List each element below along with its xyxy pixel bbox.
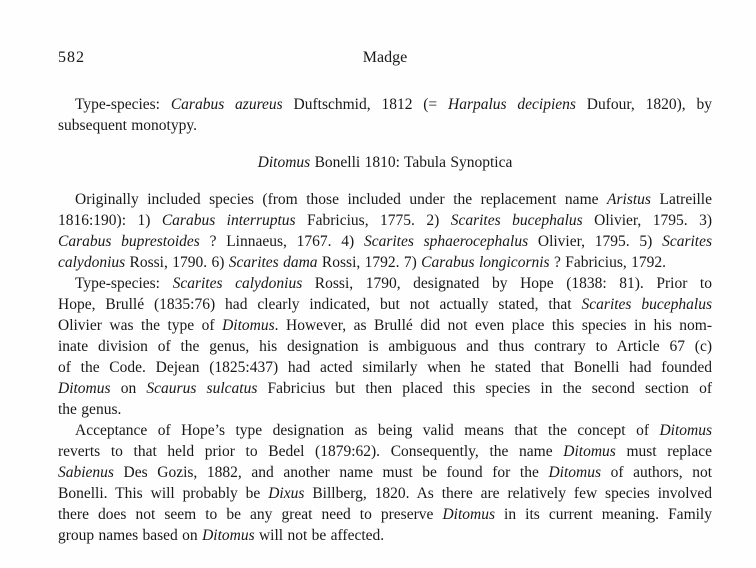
- text-run: will not be affected.: [254, 527, 385, 544]
- page-body: [58, 94, 712, 546]
- italic-taxon-text: Ditomus: [202, 527, 255, 544]
- text-line: [58, 378, 712, 399]
- text-run: on: [110, 380, 147, 397]
- italic-taxon-text: Ditomus: [222, 317, 275, 334]
- italic-taxon-text: Carabus longicornis: [421, 254, 550, 271]
- text-line: [58, 462, 712, 483]
- text-run: Rossi, 1792. 7): [317, 254, 422, 271]
- text-run: Billberg, 1820. As there are relatively few species involved: [304, 485, 712, 502]
- text-run: subsequent monotypy.: [58, 117, 197, 134]
- text-run: Fabricius but then placed this species in the second section of: [257, 380, 712, 397]
- text-run: Latreille: [650, 191, 712, 208]
- text-run: there does not seem to be any great need to preserve: [58, 506, 443, 523]
- text-run: ? Fabricius, 1792.: [549, 254, 667, 271]
- text-run: Olivier was the type of: [58, 317, 223, 334]
- text-run: Type-species:: [75, 96, 171, 113]
- text-run: the genus.: [58, 401, 122, 418]
- text-run: reverts to that held prior to Bedel (1879:62). Consequently, the name: [58, 443, 564, 460]
- text-run: Des Gozis, 1882, and another name must be found for the: [113, 464, 549, 481]
- italic-taxon-text: Ditomus: [257, 154, 311, 171]
- italic-taxon-text: Scarites bucephalus: [450, 212, 583, 229]
- text-line: [58, 441, 712, 462]
- page-number: 582: [58, 49, 85, 66]
- text-line: [58, 357, 712, 378]
- text-line: [58, 525, 712, 546]
- text-run: Dufour, 1820), by: [575, 96, 713, 113]
- text-run: inate division of the genus, his designation is ambiguous and thus contrary to Article 67 (c): [58, 338, 712, 355]
- text-line: [58, 152, 712, 173]
- text-line: [58, 336, 712, 357]
- text-line: [58, 189, 712, 210]
- text-run: Rossi, 1790, designated by Hope (1838: 81). Prior to: [302, 275, 712, 292]
- text-run: 1816:190): 1): [58, 212, 162, 229]
- text-run: . However, as Brullé did not even place this species in his nom-: [274, 317, 712, 334]
- text-run: Type-species:: [75, 275, 173, 292]
- running-head: Madge: [362, 49, 408, 66]
- italic-taxon-text: Carabus azureus: [170, 96, 283, 113]
- text-line: [58, 231, 712, 252]
- text-run: in its current meaning. Family: [494, 506, 712, 523]
- text-line: [58, 94, 712, 115]
- italic-taxon-text: Ditomus: [659, 422, 712, 439]
- text-run: Bonelli. This will probably be: [58, 485, 269, 502]
- italic-taxon-text: Carabus interruptus: [161, 212, 296, 229]
- text-line: [58, 294, 712, 315]
- text-run: Rossi, 1790. 6): [125, 254, 229, 271]
- italic-taxon-text: Ditomus: [563, 443, 616, 460]
- paragraph: [58, 189, 712, 273]
- paragraph: [58, 94, 712, 136]
- italic-taxon-text: Scaurus sulcatus: [146, 380, 258, 397]
- text-run: Originally included species (from those included under the replacement name: [75, 191, 608, 208]
- italic-taxon-text: Ditomus: [442, 506, 495, 523]
- text-run: Olivier, 1795. 3): [582, 212, 712, 229]
- text-line: [58, 315, 712, 336]
- text-run: of authors, not: [601, 464, 712, 481]
- text-run: Acceptance of Hope’s type designation as being valid means that the concept of: [75, 422, 660, 439]
- italic-taxon-text: Scarites sphaerocephalus: [363, 233, 529, 250]
- text-line: [58, 504, 712, 525]
- text-run: Duftschmid, 1812 (=: [282, 96, 449, 113]
- italic-taxon-text: Scarites calydonius: [172, 275, 303, 292]
- italic-taxon-text: Harpalus decipiens: [448, 96, 576, 113]
- italic-taxon-text: calydonius: [58, 254, 126, 271]
- text-line: [58, 252, 712, 273]
- italic-taxon-text: Scarites: [662, 233, 713, 250]
- italic-taxon-text: Dixus: [268, 485, 305, 502]
- text-run: of the Code. Dejean (1825:437) had acted similarly when he stated that Bonelli had founded: [58, 359, 712, 376]
- italic-taxon-text: Carabus buprestoides: [58, 233, 200, 250]
- text-run: Fabricius, 1775. 2): [295, 212, 451, 229]
- italic-taxon-text: Aristus: [607, 191, 651, 208]
- text-line: [58, 483, 712, 504]
- italic-taxon-text: Sabienus: [58, 464, 114, 481]
- paragraph: [58, 420, 712, 546]
- text-run: Hope, Brullé (1835:76) had clearly indicated, but not actually stated, that: [58, 296, 582, 313]
- text-run: must replace: [615, 443, 712, 460]
- text-run: ? Linnaeus, 1767. 4): [199, 233, 364, 250]
- page-header: [58, 47, 712, 68]
- section-heading: [58, 152, 712, 173]
- text-line: [58, 210, 712, 231]
- text-run: group names based on: [58, 527, 203, 544]
- paragraph: [58, 273, 712, 420]
- text-run: Olivier, 1795. 5): [528, 233, 663, 250]
- text-line: [58, 273, 712, 294]
- text-run: Bonelli 1810: Tabula Synoptica: [310, 154, 513, 171]
- italic-taxon-text: Scarites dama: [228, 254, 318, 271]
- italic-taxon-text: Ditomus: [58, 380, 111, 397]
- italic-taxon-text: Scarites bucephalus: [581, 296, 712, 313]
- italic-taxon-text: Ditomus: [548, 464, 601, 481]
- text-line: [58, 420, 712, 441]
- text-line: [58, 399, 712, 420]
- text-line: [58, 115, 712, 136]
